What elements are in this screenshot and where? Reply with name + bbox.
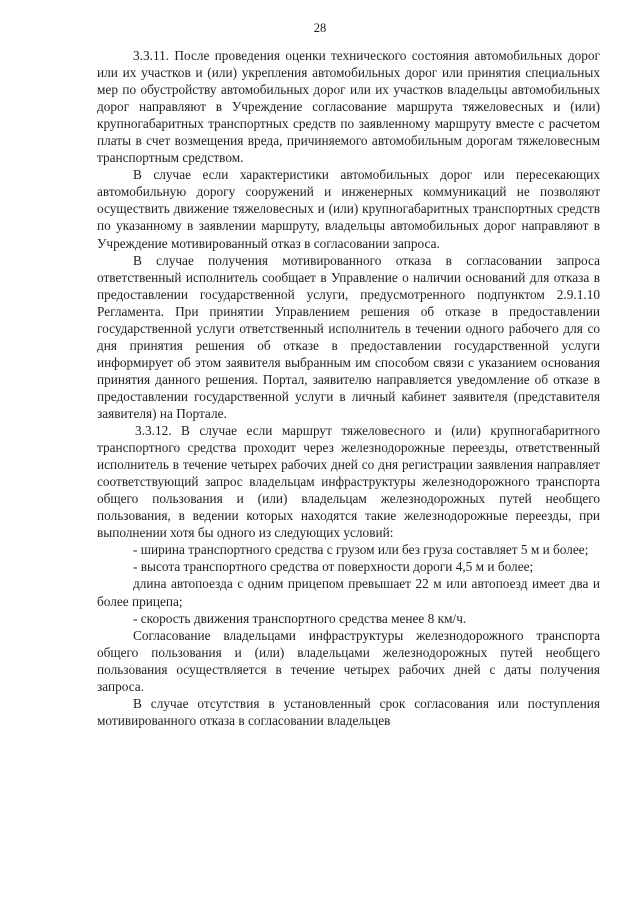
- paragraph-motivated-refusal: В случае получения мотивированного отказа в согласовании запроса ответственный исполнитель сообщает в Управление о наличии оснований для отказа в предоставлении государственной услуги, предусмотренного подпунктом 2.9.1.10 Регламента. При принятии Управлением решения об отказе в предоставлении государственной услуги ответственный исполнитель в течении одного рабочего для со дня принятия решения об отказе в предоставлении государственной услуги информирует об этом заявителя выбранным им способом связи с указанием основания принятия данного решения. Портал, заявителю направляется уведомление об отказе в предоставлении государственной услуги в личный кабинет заявителя (представителя заявителя) на Портале.: [97, 252, 600, 421]
- document-body: [97, 47, 600, 729]
- condition-width: - ширина транспортного средства с грузом или без груза составляет 5 м и более;: [133, 542, 589, 558]
- condition-speed: - скорость движения транспортного средства менее 8 км/ч.: [133, 610, 467, 626]
- paragraph-absence-of-approval: В случае отсутствия в установленный срок согласования или поступления мотивированного отказа в согласовании владельцев: [97, 695, 600, 728]
- paragraph-railway-approval: Согласование владельцами инфраструктуры железнодорожного транспорта общего пользования и (или) владельцами железнодорожных путей необщего пользования осуществляется в течение четырех рабочих дней с даты получения запроса.: [97, 627, 600, 694]
- paragraph-3-3-12: 3.3.12. В случае если маршрут тяжеловесного и (или) крупногабаритного транспортного средства проходит через железнодорожные переезды, ответственный исполнитель в течение четырех рабочих дней со дня регистрации заявления направляет соответствующий запрос владельцам инфраструктуры железнодорожного транспорта общего пользования и (или) владельцам железнодорожных путей необщего пользования, в ведении которых находятся такие железнодорожные переезды, при выполнении хотя бы одного из следующих условий:: [97, 423, 600, 541]
- condition-height: - высота транспортного средства от поверхности дороги 4,5 м и более;: [133, 559, 534, 575]
- paragraph-3-3-11: 3.3.11. После проведения оценки технического состояния автомобильных дорог или их участков и (или) укрепления автомобильных дорог или принятия специальных мер по обустройству автомобильных дорог или их участков владельцы автомобильных дорог направляют в Учреждение согласование маршрута тяжеловесных и (или) крупногабаритных транспортных средств по заявленному маршруту вместе с расчетом платы в счет возмещения вреда, причиняемого автомобильным дорогам тяжеловесным транспортным средством.: [97, 48, 600, 166]
- condition-length: длина автопоезда с одним прицепом превышает 22 м или автопоезд имеет два и более прицепа;: [97, 576, 600, 609]
- page-number: 28: [313, 21, 327, 35]
- paragraph-route-refusal: В случае если характеристики автомобильных дорог или пересекающих автомобильную дорогу сооружений и инженерных коммуникаций не позволяют осуществить движение тяжеловесных и (или) крупногабаритных транспортных средств по указанному в заявлении маршруту, владельцы автомобильных дорог направляют в Учреждение мотивированный отказ в согласовании запроса.: [97, 167, 600, 251]
